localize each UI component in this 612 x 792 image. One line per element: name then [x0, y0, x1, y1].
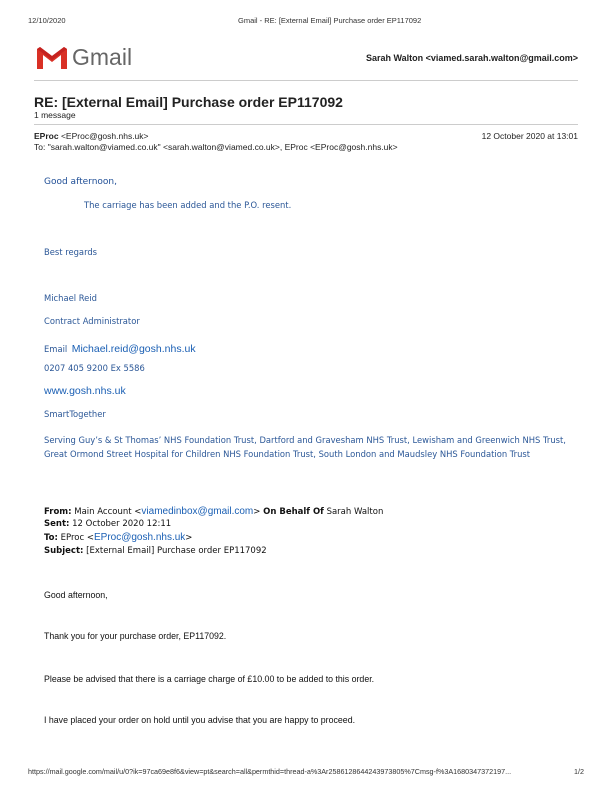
fwd-to-post: >	[185, 533, 193, 543]
fwd-from-pre: Main Account <	[74, 507, 142, 517]
sig-email-label: Email	[44, 344, 68, 354]
sig-trusts: Serving Guy’s & St Thomas’ NHS Foundation Trust, Dartford and Gravesham NHS Trust, Lewisham and Greenwich NHS Trust, Great Ormond Street Hospital for Children NHS Foundation Trust, South London and Maudsley NHS Foundation Trust	[44, 435, 566, 459]
fwd-behalf-label: On Behalf Of	[263, 507, 324, 517]
fwd-subject-value: [External Email] Purchase order EP117092	[86, 546, 267, 556]
fwd-to-label: To:	[44, 533, 58, 543]
sig-role: Contract Administrator	[44, 316, 140, 326]
sig-email-link[interactable]: Michael.reid@gosh.nhs.uk	[71, 343, 196, 355]
print-url: https://mail.google.com/mail/u/0?ik=97ca69e8f6&view=pt&search=all&permthid=thread-a%3Ar2586128644243973805%7Cmsg-f%3A1680347372197...	[28, 767, 512, 776]
sig-phone: 0207 405 9200 Ex 5586	[44, 363, 145, 373]
reply-greeting: Good afternoon,	[44, 177, 117, 187]
thread-subject: RE: [External Email] Purchase order EP117092	[34, 94, 343, 110]
account-label: Sarah Walton <viamed.sarah.walton@gmail.com>	[365, 53, 578, 63]
print-page-number: 1/2	[574, 767, 584, 776]
fwd-to-pre: EProc <	[60, 533, 94, 543]
fwd-paragraph-2: Please be advised that there is a carriage charge of £10.00 to be added to this order.	[44, 674, 375, 684]
fwd-from	[44, 506, 383, 517]
sig-email	[44, 339, 196, 357]
sender-name: EProc	[34, 131, 59, 141]
recipients	[34, 142, 398, 152]
sender-email: <EProc@gosh.nhs.uk>	[60, 131, 149, 141]
app-name: Gmail	[72, 44, 133, 70]
fwd-subject	[44, 546, 267, 556]
sender	[34, 131, 149, 141]
gmail-logo-icon	[36, 46, 68, 70]
to-value: "sarah.walton@viamed.co.uk" <sarah.walton@viamed.co.uk>, EProc <EProc@gosh.nhs.uk>	[47, 142, 398, 152]
subject-divider	[34, 124, 578, 125]
fwd-from-post: >	[253, 507, 261, 517]
to-label: To:	[34, 142, 46, 152]
fwd-subject-label: Subject:	[44, 546, 84, 556]
message-date: 12 October 2020 at 13:01	[481, 131, 578, 141]
reply-line: The carriage has been added and the P.O. resent.	[84, 200, 292, 210]
fwd-from-email-link[interactable]: viamedinbox@gmail.com	[141, 506, 254, 517]
fwd-from-label: From:	[44, 507, 72, 517]
sig-name: Michael Reid	[44, 293, 97, 303]
fwd-paragraph-1: Thank you for your purchase order, EP117092.	[44, 631, 227, 641]
fwd-sent-label: Sent:	[44, 519, 70, 529]
sig-smart: SmartTogether	[44, 409, 106, 419]
reply-signoff: Best regards	[44, 247, 98, 257]
fwd-to	[44, 532, 192, 543]
header-divider	[34, 80, 578, 81]
print-title: Gmail - RE: [External Email] Purchase order EP117092	[238, 16, 422, 25]
message-count: 1 message	[34, 110, 76, 120]
print-date: 12/10/2020	[28, 16, 66, 25]
fwd-paragraph-3: I have placed your order on hold until you advise that you are happy to proceed.	[44, 715, 356, 725]
fwd-to-email-link[interactable]: EProc@gosh.nhs.uk	[93, 532, 186, 543]
fwd-behalf-name: Sarah Walton	[326, 507, 384, 517]
fwd-sent	[44, 519, 171, 529]
sig-website-link[interactable]: www.gosh.nhs.uk	[44, 385, 126, 397]
fwd-sent-value: 12 October 2020 12:11	[72, 519, 172, 529]
fwd-greeting: Good afternoon,	[44, 590, 108, 600]
